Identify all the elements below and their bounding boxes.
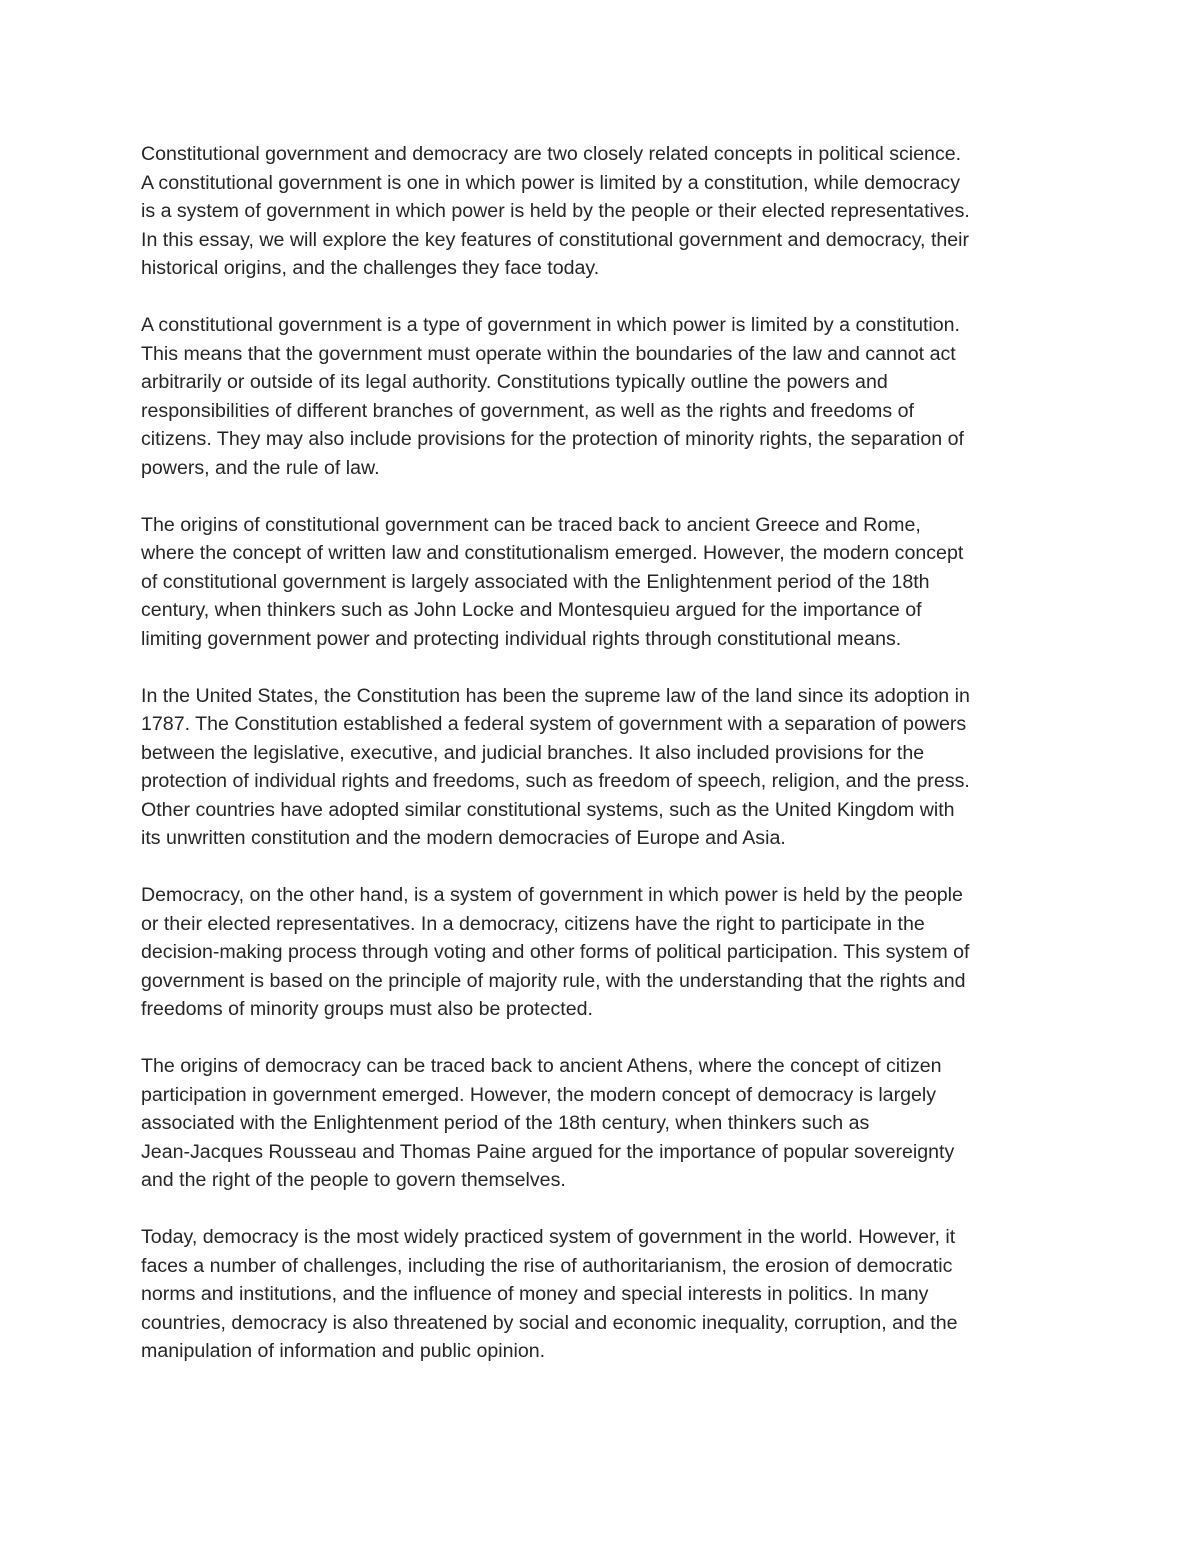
text-line: manipulation of information and public opinion. — [141, 1340, 546, 1362]
paragraph — [141, 140, 1066, 283]
text-line: The origins of constitutional government can be traced back to ancient Greece and Rome, — [141, 513, 921, 536]
text-line: responsibilities of different branches of government, as well as the rights and freedoms of — [141, 399, 914, 422]
paragraph — [141, 881, 1066, 1024]
text-line: arbitrarily or outside of its legal authority. Constitutions typically outline the powers and — [141, 371, 888, 393]
text-line: Today, democracy is the most widely practiced system of government in the world. However, it — [141, 1226, 956, 1248]
text-line: where the concept of written law and constitutionalism emerged. However, the modern concept — [141, 542, 964, 564]
text-line: participation in government emerged. However, the modern concept of democracy is largely — [141, 1083, 937, 1106]
text-line: and the right of the people to govern themselves. — [141, 1169, 566, 1191]
text-line: Constitutional government and democracy are two closely related concepts in political science. — [141, 143, 962, 165]
text-line: This means that the government must operate within the boundaries of the law and cannot act — [141, 342, 956, 365]
text-line: its unwritten constitution and the modern democracies of Europe and Asia. — [141, 827, 786, 849]
text-line: historical origins, and the challenges they face today. — [141, 257, 600, 279]
text-line: decision-making process through voting and other forms of political participation. This system of — [141, 941, 970, 963]
text-line: powers, and the rule of law. — [141, 456, 380, 479]
text-line: or their elected representatives. In a democracy, citizens have the right to participate in the — [141, 912, 925, 935]
text-line: Democracy, on the other hand, is a system of government in which power is held by the people — [141, 884, 963, 906]
text-line: In this essay, we will explore the key features of constitutional government and democracy, their — [141, 228, 970, 251]
text-line: associated with the Enlightenment period of the 18th century, when thinkers such as — [141, 1112, 870, 1134]
text-line: of constitutional government is largely associated with the Enlightenment period of the 18th — [141, 570, 930, 593]
text-line: century, when thinkers such as John Locke and Montesquieu argued for the importance of — [141, 599, 922, 621]
paragraph — [141, 682, 1066, 853]
text-line: 1787. The Constitution established a federal system of government with a separation of powers — [141, 713, 967, 735]
text-line: limiting government power and protecting individual rights through constitutional means. — [141, 627, 902, 650]
paragraph — [141, 511, 1066, 654]
text-line: A constitutional government is one in which power is limited by a constitution, while democracy — [141, 171, 960, 194]
document-body — [141, 140, 1066, 1394]
text-line: is a system of government in which power is held by the people or their elected representatives. — [141, 200, 970, 222]
text-line: countries, democracy is also threatened by social and economic inequality, corruption, and the — [141, 1311, 958, 1334]
paragraph — [141, 1223, 1066, 1366]
text-line: freedoms of minority groups must also be protected. — [141, 998, 593, 1020]
paragraph — [141, 311, 1066, 482]
text-line: The origins of democracy can be traced back to ancient Athens, where the concept of citizen — [141, 1055, 942, 1077]
text-line: A constitutional government is a type of government in which power is limited by a constitution. — [141, 314, 961, 336]
paragraph — [141, 1052, 1066, 1195]
text-line: faces a number of challenges, including the rise of authoritarianism, the erosion of democratic — [141, 1254, 953, 1277]
text-line: government is based on the principle of majority rule, with the understanding that the rights and — [141, 969, 966, 992]
text-line: Jean-Jacques Rousseau and Thomas Paine argued for the importance of popular sovereignty — [141, 1140, 955, 1163]
text-line: In the United States, the Constitution has been the supreme law of the land since its adoption in — [141, 684, 970, 707]
text-line: citizens. They may also include provisions for the protection of minority rights, the separation of — [141, 428, 964, 450]
text-line: between the legislative, executive, and judicial branches. It also included provisions for the — [141, 741, 925, 764]
text-line: protection of individual rights and freedoms, such as freedom of speech, religion, and the press. — [141, 770, 970, 792]
text-line: Other countries have adopted similar constitutional systems, such as the United Kingdom with — [141, 798, 955, 821]
text-line: norms and institutions, and the influence of money and special interests in politics. In many — [141, 1283, 929, 1305]
